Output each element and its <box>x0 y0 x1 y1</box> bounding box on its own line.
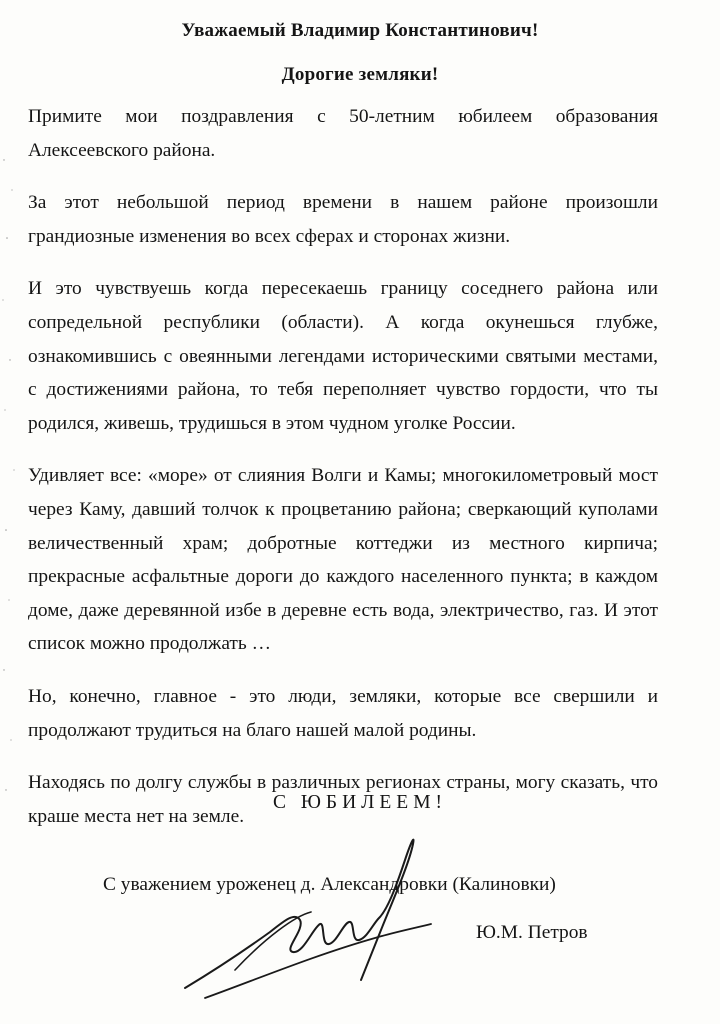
paragraph: Удивляет все: «море» от слияния Волги и Камы; многокилометровый мост через Каму, давший толчок к процветанию района; сверкающий куполами величественный храм; добротные коттеджи из местного кирпича; прекрасные асфальтные дороги до каждого населенного пункта; в каждом доме, даже деревянной избе в деревне есть вода, электричество, газ. И этот список можно продолжать … <box>28 465 658 655</box>
closing-line: С уважением уроженец д. Александровки (Калиновки) <box>103 874 556 895</box>
paragraph: За этот небольшой период времени в нашем районе произошли грандиозные изменения во всех сферах и сторонах жизни. <box>28 192 658 247</box>
greeting: Дорогие земляки! <box>281 64 439 85</box>
paragraph: И это чувствуешь когда пересекаешь границу соседнего района или сопредельной республики (области). А когда окунешься глубже, ознакомившись с овеянными легендами историческими святыми местами, с достижениями района, то тебя переполняет чувство гордости, что ты родился, живешь, трудишься в этом чудном уголке России. <box>28 278 658 434</box>
salutation: Уважаемый Владимир Константинович! <box>181 20 539 41</box>
letter-body <box>28 100 658 852</box>
paragraph: Примите мои поздравления с 50-летним юбилеем образования Алексеевского района. <box>28 106 658 161</box>
paragraph: Но, конечно, главное - это люди, земляки, которые все свершили и продолжают трудиться на благо нашей малой родины. <box>28 685 658 741</box>
jubilee-line: С ЮБИЛЕЕМ! <box>272 792 448 813</box>
scan-noise <box>0 150 30 850</box>
paragraph: Находясь по долгу службы в различных регионах страны, могу сказать, что краше места нет на земле. <box>28 772 658 827</box>
signer-name: Ю.М. Петров <box>476 922 588 943</box>
handwritten-signature <box>175 820 445 1020</box>
